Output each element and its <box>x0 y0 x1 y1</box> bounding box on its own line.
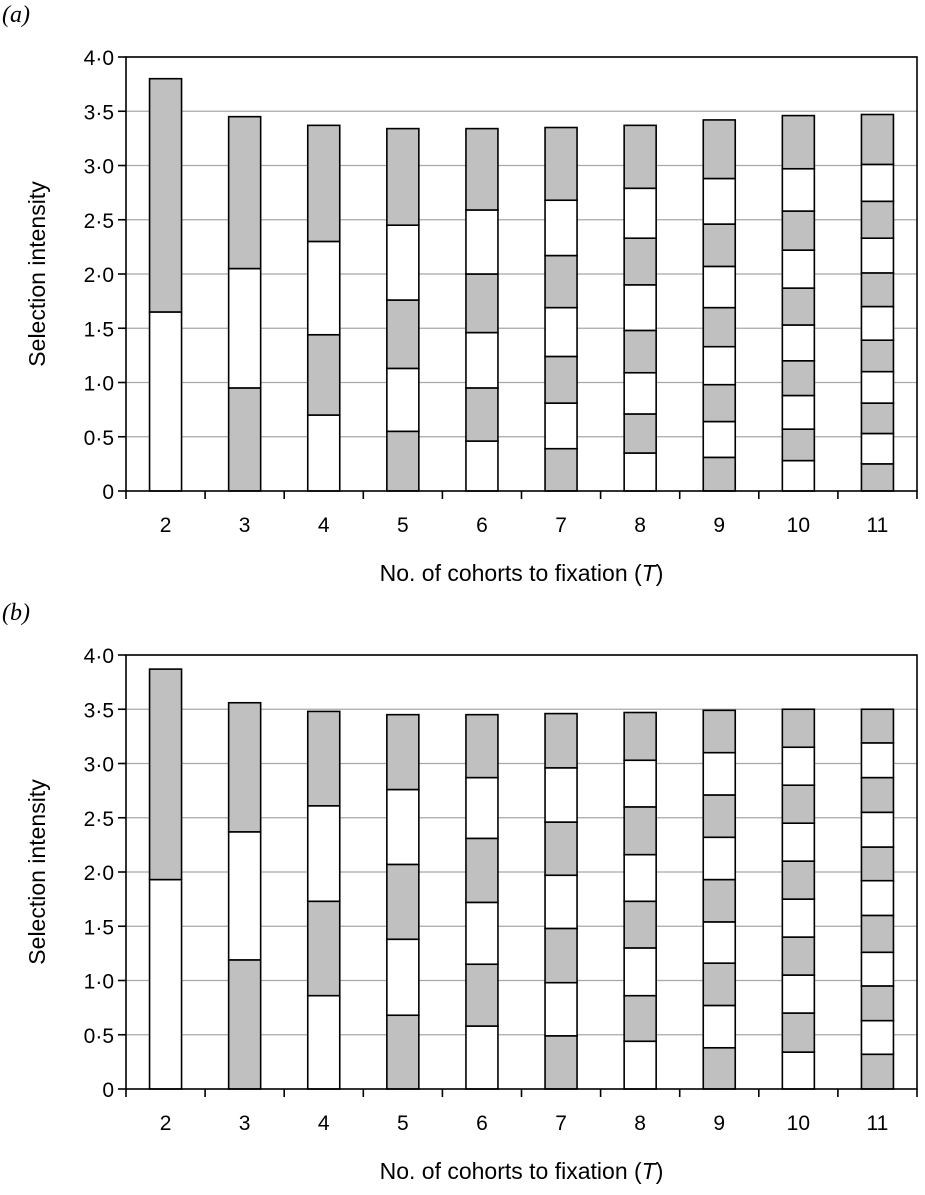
bar-segment <box>861 403 893 433</box>
x-axis-title-end: ) <box>655 1158 664 1184</box>
chart-panel-a <box>0 0 925 597</box>
bar-segment <box>703 308 735 347</box>
bar-segment <box>624 948 656 996</box>
bar-segment <box>229 269 261 388</box>
bar-segment <box>703 422 735 458</box>
bar-segment <box>150 79 182 312</box>
y-axis-title: Selection intensity <box>24 779 50 965</box>
bar-segment <box>387 715 419 790</box>
bar-segment <box>229 703 261 832</box>
bar-segment <box>545 928 577 982</box>
bar-segment <box>466 388 498 441</box>
bar-segment <box>466 715 498 778</box>
chart-svg <box>0 598 925 1195</box>
y-tick-label: 0·5 <box>83 1024 114 1048</box>
bar-segment <box>861 952 893 986</box>
panel-label: (a) <box>2 2 30 28</box>
x-axis-title-variable: T <box>641 1158 656 1184</box>
y-tick-label: 0·5 <box>83 426 114 450</box>
x-tick-label: 2 <box>159 1112 172 1135</box>
bar-segment <box>624 807 656 855</box>
x-tick-label: 8 <box>634 514 646 537</box>
bar-segment <box>782 325 814 361</box>
bar-segment <box>387 300 419 368</box>
bar-segment <box>308 901 340 995</box>
bar-segment <box>624 188 656 238</box>
bar-segment <box>703 266 735 307</box>
bar-segment <box>466 333 498 388</box>
bar-segment <box>466 210 498 274</box>
y-tick-label: 4·0 <box>83 645 114 668</box>
bar-segment <box>703 753 735 795</box>
x-tick-label: 5 <box>397 514 409 537</box>
bar-segment <box>782 785 814 823</box>
bar-segment <box>782 396 814 430</box>
bar-segment <box>150 312 182 491</box>
bar-segment <box>624 125 656 188</box>
bar-segment <box>861 915 893 952</box>
x-tick-label: 3 <box>238 1112 251 1135</box>
x-tick-label: 6 <box>476 1112 488 1135</box>
y-tick-label: 3·0 <box>83 155 114 179</box>
bar-segment <box>782 429 814 460</box>
bar-segment <box>308 241 340 334</box>
bar-segment <box>387 368 419 431</box>
bar-segment <box>782 709 814 747</box>
x-axis-title-text: No. of cohorts to fixation ( <box>379 1158 642 1184</box>
x-axis-title <box>380 1158 664 1184</box>
bar-segment <box>861 1054 893 1089</box>
bar-segment <box>545 356 577 403</box>
bar-segment <box>387 790 419 865</box>
y-tick-label: 3·5 <box>83 699 114 723</box>
bar-segment <box>466 1026 498 1089</box>
bar-segment <box>703 710 735 752</box>
bar-segment <box>782 937 814 975</box>
bar-segment <box>624 373 656 414</box>
bar-segment <box>545 1036 577 1089</box>
bar-segment <box>545 128 577 201</box>
bar-segment <box>545 714 577 768</box>
y-tick-label: 4·0 <box>83 47 114 70</box>
bar-segment <box>861 709 893 743</box>
bar-segment <box>545 256 577 308</box>
bar-segment <box>703 347 735 385</box>
bar-segment <box>150 669 182 879</box>
bar-segment <box>545 822 577 875</box>
bar-segment <box>861 812 893 847</box>
bar-segment <box>861 115 893 165</box>
bar-segment <box>861 464 893 491</box>
bar-segment <box>624 1041 656 1089</box>
bar-segment <box>466 274 498 333</box>
y-tick-label: 3·5 <box>83 101 114 125</box>
bar-segment <box>545 983 577 1036</box>
bar-segment <box>545 449 577 491</box>
bar-segment <box>703 457 735 491</box>
y-tick-label: 1·0 <box>83 372 114 396</box>
x-tick-label: 7 <box>555 1112 567 1135</box>
bar-segment <box>229 117 261 269</box>
bar-segment <box>229 960 261 1089</box>
bar-segment <box>545 403 577 449</box>
y-tick-label: 1·5 <box>83 916 114 940</box>
bar-segment <box>308 415 340 491</box>
bar-segment <box>229 388 261 491</box>
y-tick-label: 0 <box>102 1079 114 1102</box>
bar-segment <box>545 308 577 357</box>
y-tick-label: 2·0 <box>83 264 114 287</box>
bar-segment <box>782 1052 814 1089</box>
bar-segment <box>624 855 656 902</box>
panel-label: (b) <box>2 600 30 626</box>
x-tick-label: 7 <box>555 514 567 537</box>
x-tick-label: 2 <box>159 514 172 537</box>
bar-segment <box>861 778 893 813</box>
bar-segment <box>387 129 419 226</box>
bar-segment <box>861 164 893 201</box>
x-axis-title-text: No. of cohorts to fixation ( <box>379 560 642 586</box>
bar-segment <box>782 975 814 1013</box>
bar-segment <box>703 880 735 922</box>
bar-segment <box>861 201 893 238</box>
x-tick-label: 9 <box>713 514 726 537</box>
x-tick-label: 4 <box>317 1112 330 1135</box>
bar-segment <box>387 939 419 1015</box>
x-tick-label: 10 <box>786 1112 811 1135</box>
bar-segment <box>861 433 893 463</box>
bar-segment <box>861 307 893 341</box>
bar-segment <box>782 1013 814 1052</box>
x-tick-label: 9 <box>713 1112 726 1135</box>
bar-segment <box>466 902 498 964</box>
bar-segment <box>703 922 735 963</box>
chart-panel-b <box>0 598 925 1195</box>
bar-segment <box>150 880 182 1089</box>
bar-segment <box>624 330 656 372</box>
x-tick-label: 11 <box>866 514 889 537</box>
y-tick-label: 2·5 <box>83 807 114 831</box>
bar-segment <box>624 414 656 453</box>
bar-segment <box>545 200 577 255</box>
bar-segment <box>703 795 735 837</box>
bar-segment <box>782 747 814 785</box>
x-tick-label: 11 <box>866 1112 889 1135</box>
bar-segment <box>703 385 735 422</box>
bar-segment <box>545 875 577 928</box>
bar-segment <box>703 837 735 879</box>
chart-svg <box>0 0 925 597</box>
x-tick-label: 10 <box>786 514 811 537</box>
bar-segment <box>782 169 814 211</box>
bar-segment <box>387 431 419 491</box>
bar-segment <box>861 1021 893 1055</box>
y-tick-label: 2·5 <box>83 209 114 233</box>
x-tick-label: 6 <box>476 514 488 537</box>
y-tick-label: 1·5 <box>83 318 114 342</box>
bar-segment <box>466 838 498 902</box>
bar-segment <box>624 901 656 948</box>
bar-segment <box>782 823 814 861</box>
bar-segment <box>861 372 893 403</box>
x-axis-title-end: ) <box>655 560 664 586</box>
bar-segment <box>703 120 735 179</box>
x-tick-label: 4 <box>317 514 330 537</box>
bar-segment <box>782 361 814 396</box>
bar-segment <box>861 273 893 307</box>
bar-segment <box>466 441 498 491</box>
bar-segment <box>703 1005 735 1047</box>
bar-segment <box>387 864 419 939</box>
x-axis-title <box>380 560 664 586</box>
bar-segment <box>861 743 893 778</box>
bar-segment <box>624 285 656 331</box>
bar-segment <box>308 996 340 1089</box>
bar-segment <box>782 861 814 899</box>
y-axis-title: Selection intensity <box>24 181 50 367</box>
bar-segment <box>861 340 893 371</box>
bar-segment <box>861 881 893 916</box>
bar-segment <box>703 963 735 1005</box>
bar-segment <box>782 899 814 937</box>
bar-segment <box>466 778 498 839</box>
bar-segment <box>782 250 814 288</box>
x-tick-label: 3 <box>238 514 251 537</box>
bar-segment <box>624 238 656 285</box>
x-axis-title-variable: T <box>641 560 656 586</box>
y-tick-label: 1·0 <box>83 970 114 994</box>
bar-segment <box>466 129 498 210</box>
bar-segment <box>861 238 893 273</box>
bar-segment <box>308 125 340 241</box>
bar-segment <box>624 453 656 491</box>
y-tick-label: 2·0 <box>83 862 114 885</box>
bar-segment <box>782 461 814 491</box>
bar-segment <box>229 832 261 960</box>
bar-segment <box>624 996 656 1042</box>
bar-segment <box>703 179 735 225</box>
x-tick-label: 5 <box>397 1112 409 1135</box>
bar-segment <box>624 760 656 807</box>
bar-segment <box>782 288 814 325</box>
bar-segment <box>308 335 340 415</box>
bar-segment <box>782 211 814 250</box>
y-tick-label: 0 <box>102 481 114 504</box>
bar-segment <box>861 986 893 1021</box>
bar-segment <box>308 806 340 901</box>
bar-segment <box>387 225 419 300</box>
bar-segment <box>861 847 893 881</box>
y-tick-label: 3·0 <box>83 753 114 777</box>
bar-segment <box>308 711 340 805</box>
bar-segment <box>782 116 814 169</box>
bar-segment <box>545 768 577 822</box>
bar-segment <box>703 1048 735 1089</box>
bar-segment <box>466 964 498 1026</box>
bar-segment <box>387 1015 419 1089</box>
bar-segment <box>624 713 656 761</box>
x-tick-label: 8 <box>634 1112 646 1135</box>
bar-segment <box>703 224 735 266</box>
